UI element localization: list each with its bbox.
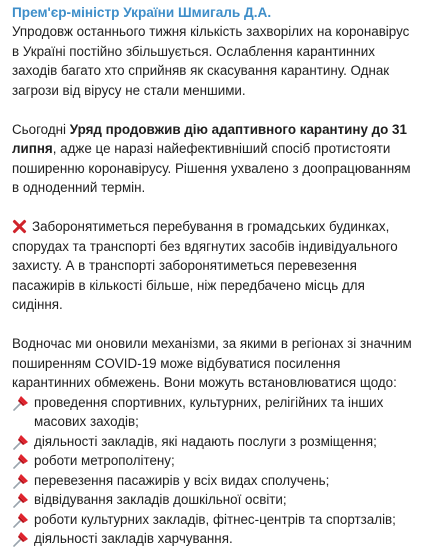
text-segment: , адже це наразі найефективніший спосіб протистояти поширенню коронавірусу. Рішення ухвалено з доопрацюванням в одноденний термін. bbox=[12, 141, 411, 195]
list-item bbox=[12, 490, 418, 510]
prohibition-text: Заборонятиметься перебування в громадських будинках, спорудах та транспорті без вдягнутих засобів індивідуального захисту. А в транспорті заборонятиметься перевезення пасажирів в кількості більше, ніж передбачено місць для сидіння. bbox=[12, 219, 398, 312]
measure-text: перевезення пасажирів у всіх видах сполучень; bbox=[34, 472, 330, 488]
cross-mark-icon bbox=[12, 219, 26, 233]
highlight-text: Уряд продовжив дію адаптивного карантину до 31 липня bbox=[12, 121, 407, 156]
list-item bbox=[12, 529, 418, 549]
pushpin-icon bbox=[12, 434, 30, 450]
pushpin-icon bbox=[12, 492, 30, 508]
measure-text: роботи метрополітену; bbox=[34, 453, 175, 468]
spacer bbox=[12, 315, 418, 335]
pushpin-icon bbox=[12, 453, 30, 469]
pushpin-icon bbox=[12, 395, 30, 411]
spacer bbox=[12, 100, 418, 120]
text-segment: Сьогодні bbox=[12, 121, 70, 137]
paragraph-intro: Упродовж останнього тижня кількість захворілих на коронавірус в Україні постійно збільшується. Ослаблення карантинних заходів багато хто сприйняв як скасування карантину. Однак загрози від вірусу не стали меншими. bbox=[12, 24, 410, 98]
spacer bbox=[12, 198, 418, 218]
list-item bbox=[12, 510, 418, 530]
measure-text: роботи культурних закладів, фітнес-центрів та спортзалів; bbox=[34, 511, 396, 527]
pushpin-icon bbox=[12, 531, 30, 547]
measure-text: проведення спортивних, культурних, релігійних та інших масових заходів; bbox=[34, 394, 384, 429]
pushpin-icon bbox=[12, 473, 30, 489]
list-item bbox=[12, 471, 418, 491]
list-item bbox=[12, 451, 418, 471]
list-item bbox=[12, 432, 418, 452]
measure-text: діяльності закладів, які надають послуги з розміщення; bbox=[34, 433, 377, 449]
paragraph-quarantine-extension bbox=[12, 120, 418, 198]
paragraph-prohibition bbox=[12, 217, 418, 315]
paragraph-mechanisms: Водночас ми оновили механізми, за якими в регіонах зі значним поширенням COVID-19 може відбуватися посилення карантинних обмежень. Вони можуть встановлюватися щодо: bbox=[12, 336, 412, 390]
measure-text: відвідування закладів дошкільної освіти; bbox=[34, 492, 287, 507]
list-item bbox=[12, 393, 418, 432]
measure-text: діяльності закладів харчування. bbox=[34, 531, 233, 546]
post-author[interactable]: Прем'єр-міністр України Шмигаль Д.А. bbox=[12, 5, 272, 20]
measures-list bbox=[12, 393, 418, 549]
